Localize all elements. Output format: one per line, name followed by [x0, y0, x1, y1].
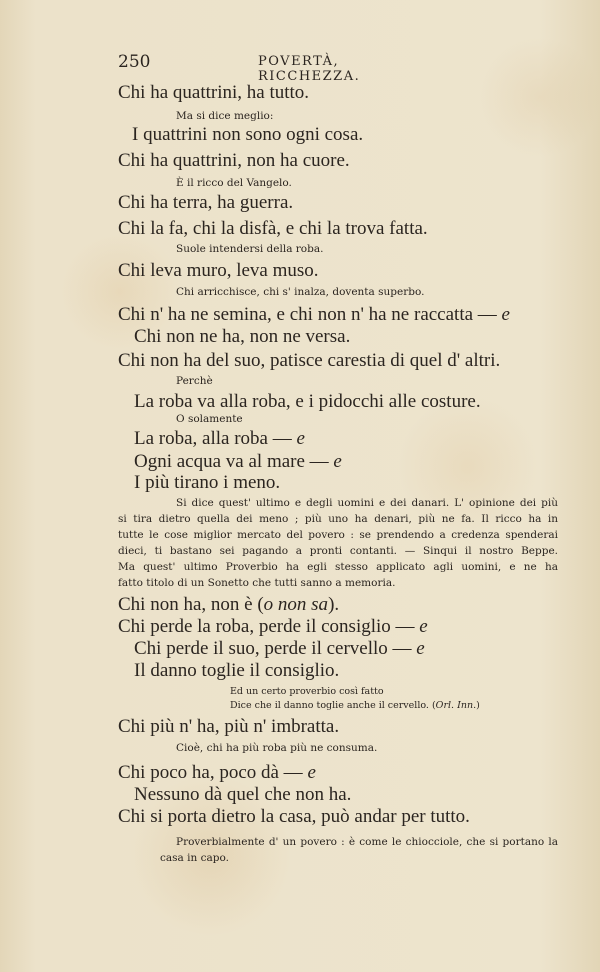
note-line: Cioè, chi ha più roba più ne consuma. — [176, 742, 378, 754]
note-line: Perchè — [176, 375, 213, 387]
commentary-line: Ma quest' ultimo Proverbio ha egli stesso applicato agli uomini, e ne ha — [118, 561, 558, 573]
proverb-line: Chi poco ha, poco dà — e — [118, 762, 316, 783]
proverb-line: Chi ha terra, ha guerra. — [118, 192, 294, 213]
proverb-line: Chi leva muro, leva muso. — [118, 260, 319, 281]
proverb-line: Chi perde il suo, perde il cervello — e — [134, 638, 425, 659]
commentary-line: dieci, ti bastano sei pagando a pronti contanti. — Sinqui il nostro Beppe. — [118, 545, 558, 557]
proverb-line: Chi ha quattrini, ha tutto. — [118, 82, 310, 103]
proverb-line: Chi si porta dietro la casa, può andar per tutto. — [118, 806, 470, 827]
proverb-line: Chi la fa, chi la disfà, e chi la trova fatta. — [118, 218, 428, 239]
note-line: O solamente — [176, 413, 243, 425]
proverb-line: Chi non ha del suo, patisce carestia di quel d' altri. — [118, 350, 501, 371]
verse-quote-line: Ed un certo proverbio così fatto — [230, 686, 384, 697]
proverb-line: Ogni acqua va al mare — e — [134, 451, 342, 472]
proverb-line: Il danno toglie il consiglio. — [134, 660, 340, 681]
proverb-line: Chi non ne ha, non ne versa. — [134, 326, 351, 347]
note-line: Ma si dice meglio: — [176, 110, 274, 122]
proverb-line: I quattrini non sono ogni cosa. — [132, 124, 364, 145]
proverb-line: Chi non ha, non è (o non sa). — [118, 594, 340, 615]
proverb-line: Chi più n' ha, più n' imbratta. — [118, 716, 340, 737]
proverb-line: Chi n' ha ne semina, e chi non n' ha ne raccatta — e — [118, 304, 510, 325]
commentary-line: Proverbialmente d' un povero : è come le chiocciole, che si portano la — [176, 836, 558, 848]
verse-quote-line: Dice che il danno toglie anche il cervello. (Orl. Inn.) — [230, 700, 480, 711]
commentary-line: Si dice quest' ultimo e degli uomini e dei danari. L' opinione dei più — [176, 497, 558, 509]
note-line: È il ricco del Vangelo. — [176, 177, 292, 189]
proverb-line: Chi perde la roba, perde il consiglio — e — [118, 616, 428, 637]
proverb-line: Chi ha quattrini, non ha cuore. — [118, 150, 350, 171]
proverb-line: La roba, alla roba — e — [134, 428, 305, 449]
commentary-line: tutte le cose miglior mercato del povero : se prendendo a credenza spenderai — [118, 529, 558, 541]
commentary-line: fatto titolo di un Sonetto che tutti sanno a memoria. — [118, 577, 396, 589]
commentary-line: casa in capo. — [160, 852, 229, 864]
proverb-line: I più tirano i meno. — [134, 472, 281, 493]
proverb-line: La roba va alla roba, e i pidocchi alle costure. — [134, 391, 481, 412]
running-title: POVERTÀ, RICCHEZZA. — [258, 54, 361, 84]
page-header — [118, 52, 418, 84]
commentary-line: si tira dietro quella dei meno ; più uno ha denari, più ne fa. Il ricco ha in — [118, 513, 558, 525]
note-line: Chi arricchisce, chi s' inalza, doventa superbo. — [176, 286, 425, 298]
page-number: 250 — [118, 52, 151, 72]
note-line: Suole intendersi della roba. — [176, 243, 324, 255]
proverb-line: Nessuno dà quel che non ha. — [134, 784, 352, 805]
